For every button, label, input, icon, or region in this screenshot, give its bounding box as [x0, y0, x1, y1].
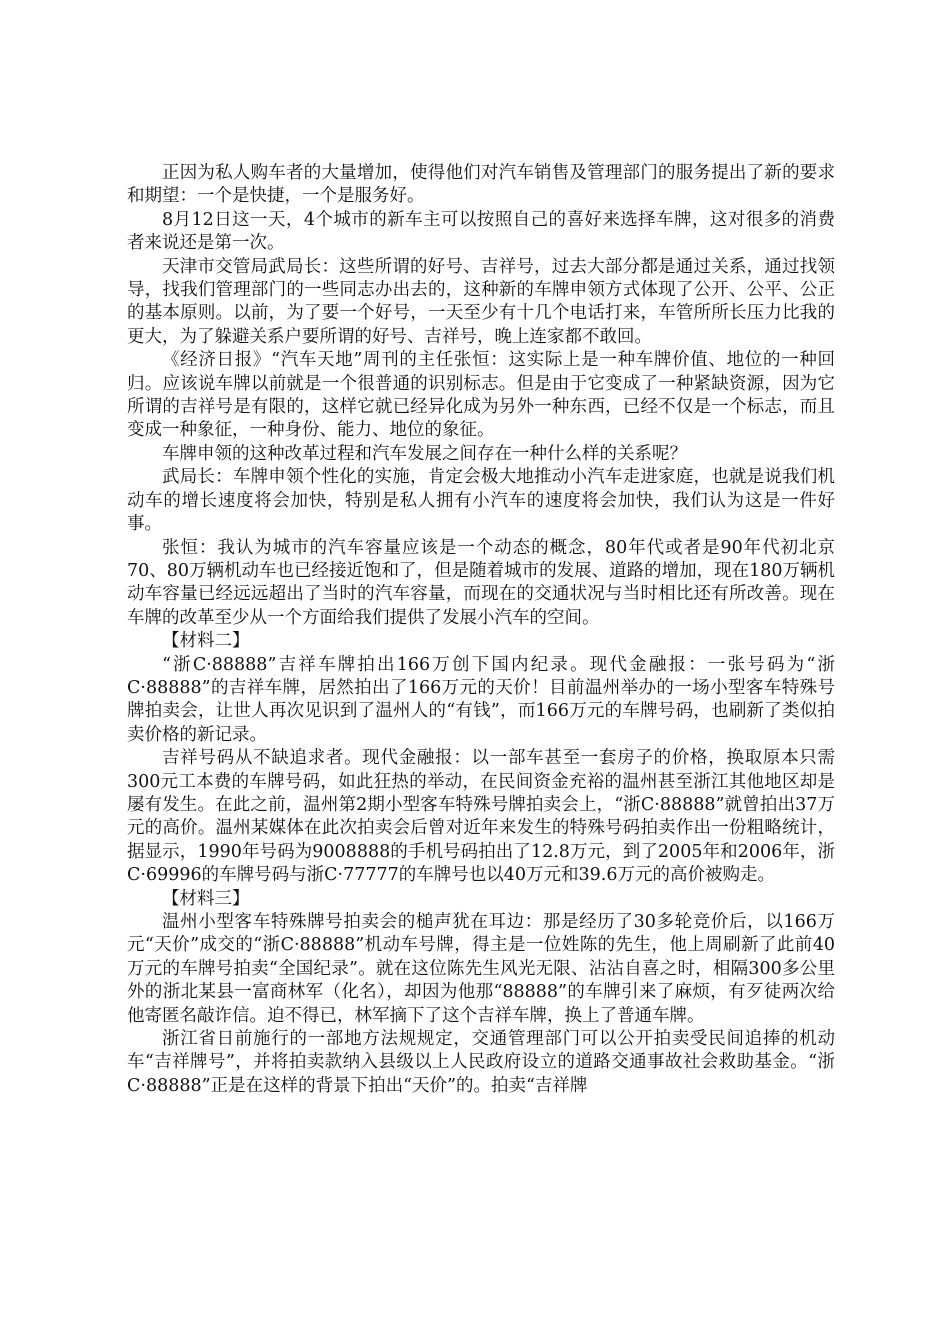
document-body	[127, 162, 835, 1098]
paragraph: 吉祥号码从不缺追求者。现代金融报：以一部车甚至一套房子的价格，换取原本只需300元工本费的车牌号码，如此狂热的举动，在民间资金充裕的温州甚至浙江其他地区却是屡有发生。在此之前，温州第2期小型客车特殊号牌拍卖会上，“浙C·88888”就曾拍出37万元的高价。温州某媒体在此次拍卖会后曾对近年来发生的特殊号码拍卖作出一份粗略统计，据显示，1990年号码为9008888的手机号码拍出了12.8万元，到了2005年和2006年，浙C·69996的车牌号码与浙C·77777的车牌号也以40万元和39.6万元的高价被购走。	[127, 748, 835, 886]
paragraph: “浙C·88888”吉祥车牌拍出166万创下国内纪录。现代金融报：一张号码为“浙C·88888”的吉祥车牌，居然拍出了166万元的天价！目前温州举办的一场小型客车特殊号牌拍卖会，让世人再次见识到了温州人的“有钱”，而166万元的车牌号码，也刷新了类似拍卖价格的新记录。	[127, 654, 835, 745]
paragraph: 张恒：我认为城市的汽车容量应该是一个动态的概念，80年代或者是90年代初北京70、80万辆机动车也已经接近饱和了，但是随着城市的发展、道路的增加，现在180万辆机动车容量已经远远超出了当时的汽车容量，而现在的交通状况与当时相比还有所改善。现在车牌的改革至少从一个方面给我们提供了发展小汽车的空间。	[127, 537, 835, 628]
paragraph: 正因为私人购车者的大量增加，使得他们对汽车销售及管理部门的服务提出了新的要求和期望：一个是快捷，一个是服务好。	[127, 163, 835, 207]
paragraph: 温州小型客车特殊牌号拍卖会的槌声犹在耳边：那是经历了30多轮竞价后，以166万元“天价”成交的“浙C·88888”机动车号牌，得主是一位姓陈的先生，他上周刷新了此前40万元的车牌号拍卖“全国纪录”。就在这位陈先生风光无限、沾沾自喜之时，相隔300多公里外的浙北某县一富商林军（化名），却因为他那“88888”的车牌引来了麻烦，有歹徒两次给他寄匿名敲诈信。迫不得已，林军摘下了这个吉祥车牌，换上了普通车牌。	[127, 912, 835, 1026]
paragraph: 天津市交管局武局长：这些所谓的好号、吉祥号，过去大部分都是通过关系，通过找领导，找我们管理部门的一些同志办出去的，这种新的车牌申领方式体现了公开、公平、公正的基本原则。以前，为了要一个好号，一天至少有十几个电话打来，车管所所长压力比我的更大，为了躲避关系户要所谓的好号、吉祥号，晚上连家都不敢回。	[127, 256, 835, 347]
paragraph: 8月12日这一天，4个城市的新车主可以按照自己的喜好来选择车牌，这对很多的消费者来说还是第一次。	[127, 209, 835, 254]
paragraph: 《经济日报》“汽车天地”周刊的主任张恒：这实际上是一种车牌价值、地位的一种回归。应该说车牌以前就是一个很普通的识别标志。但是由于它变成了一种紧缺资源，因为它所谓的吉祥号是有限的，这样它就已经异化成为另外一种东西，已经不仅是一个标志，而且变成一种象征，一种身份、能力、地位的象征。	[127, 350, 835, 441]
section-heading: 【材料二】	[162, 631, 250, 652]
paragraph: 武局长：车牌申领个性化的实施，肯定会极大地推动小汽车走进家庭，也就是说我们机动车的增长速度将会加快，特别是私人拥有小汽车的速度将会加快，我们认为这是一件好事。	[127, 467, 835, 535]
paragraph: 车牌申领的这种改革过程和汽车发展之间存在一种什么样的关系呢？	[162, 443, 687, 464]
section-heading: 【材料三】	[162, 888, 250, 909]
paragraph: 浙江省日前施行的一部地方法规规定，交通管理部门可以公开拍卖受民间追捧的机动车“吉祥牌号”，并将拍卖款纳入县级以上人民政府设立的道路交通事故社会救助基金。“浙C·88888”正是在这样的背景下拍出“天价”的。拍卖“吉祥牌	[127, 1029, 835, 1096]
